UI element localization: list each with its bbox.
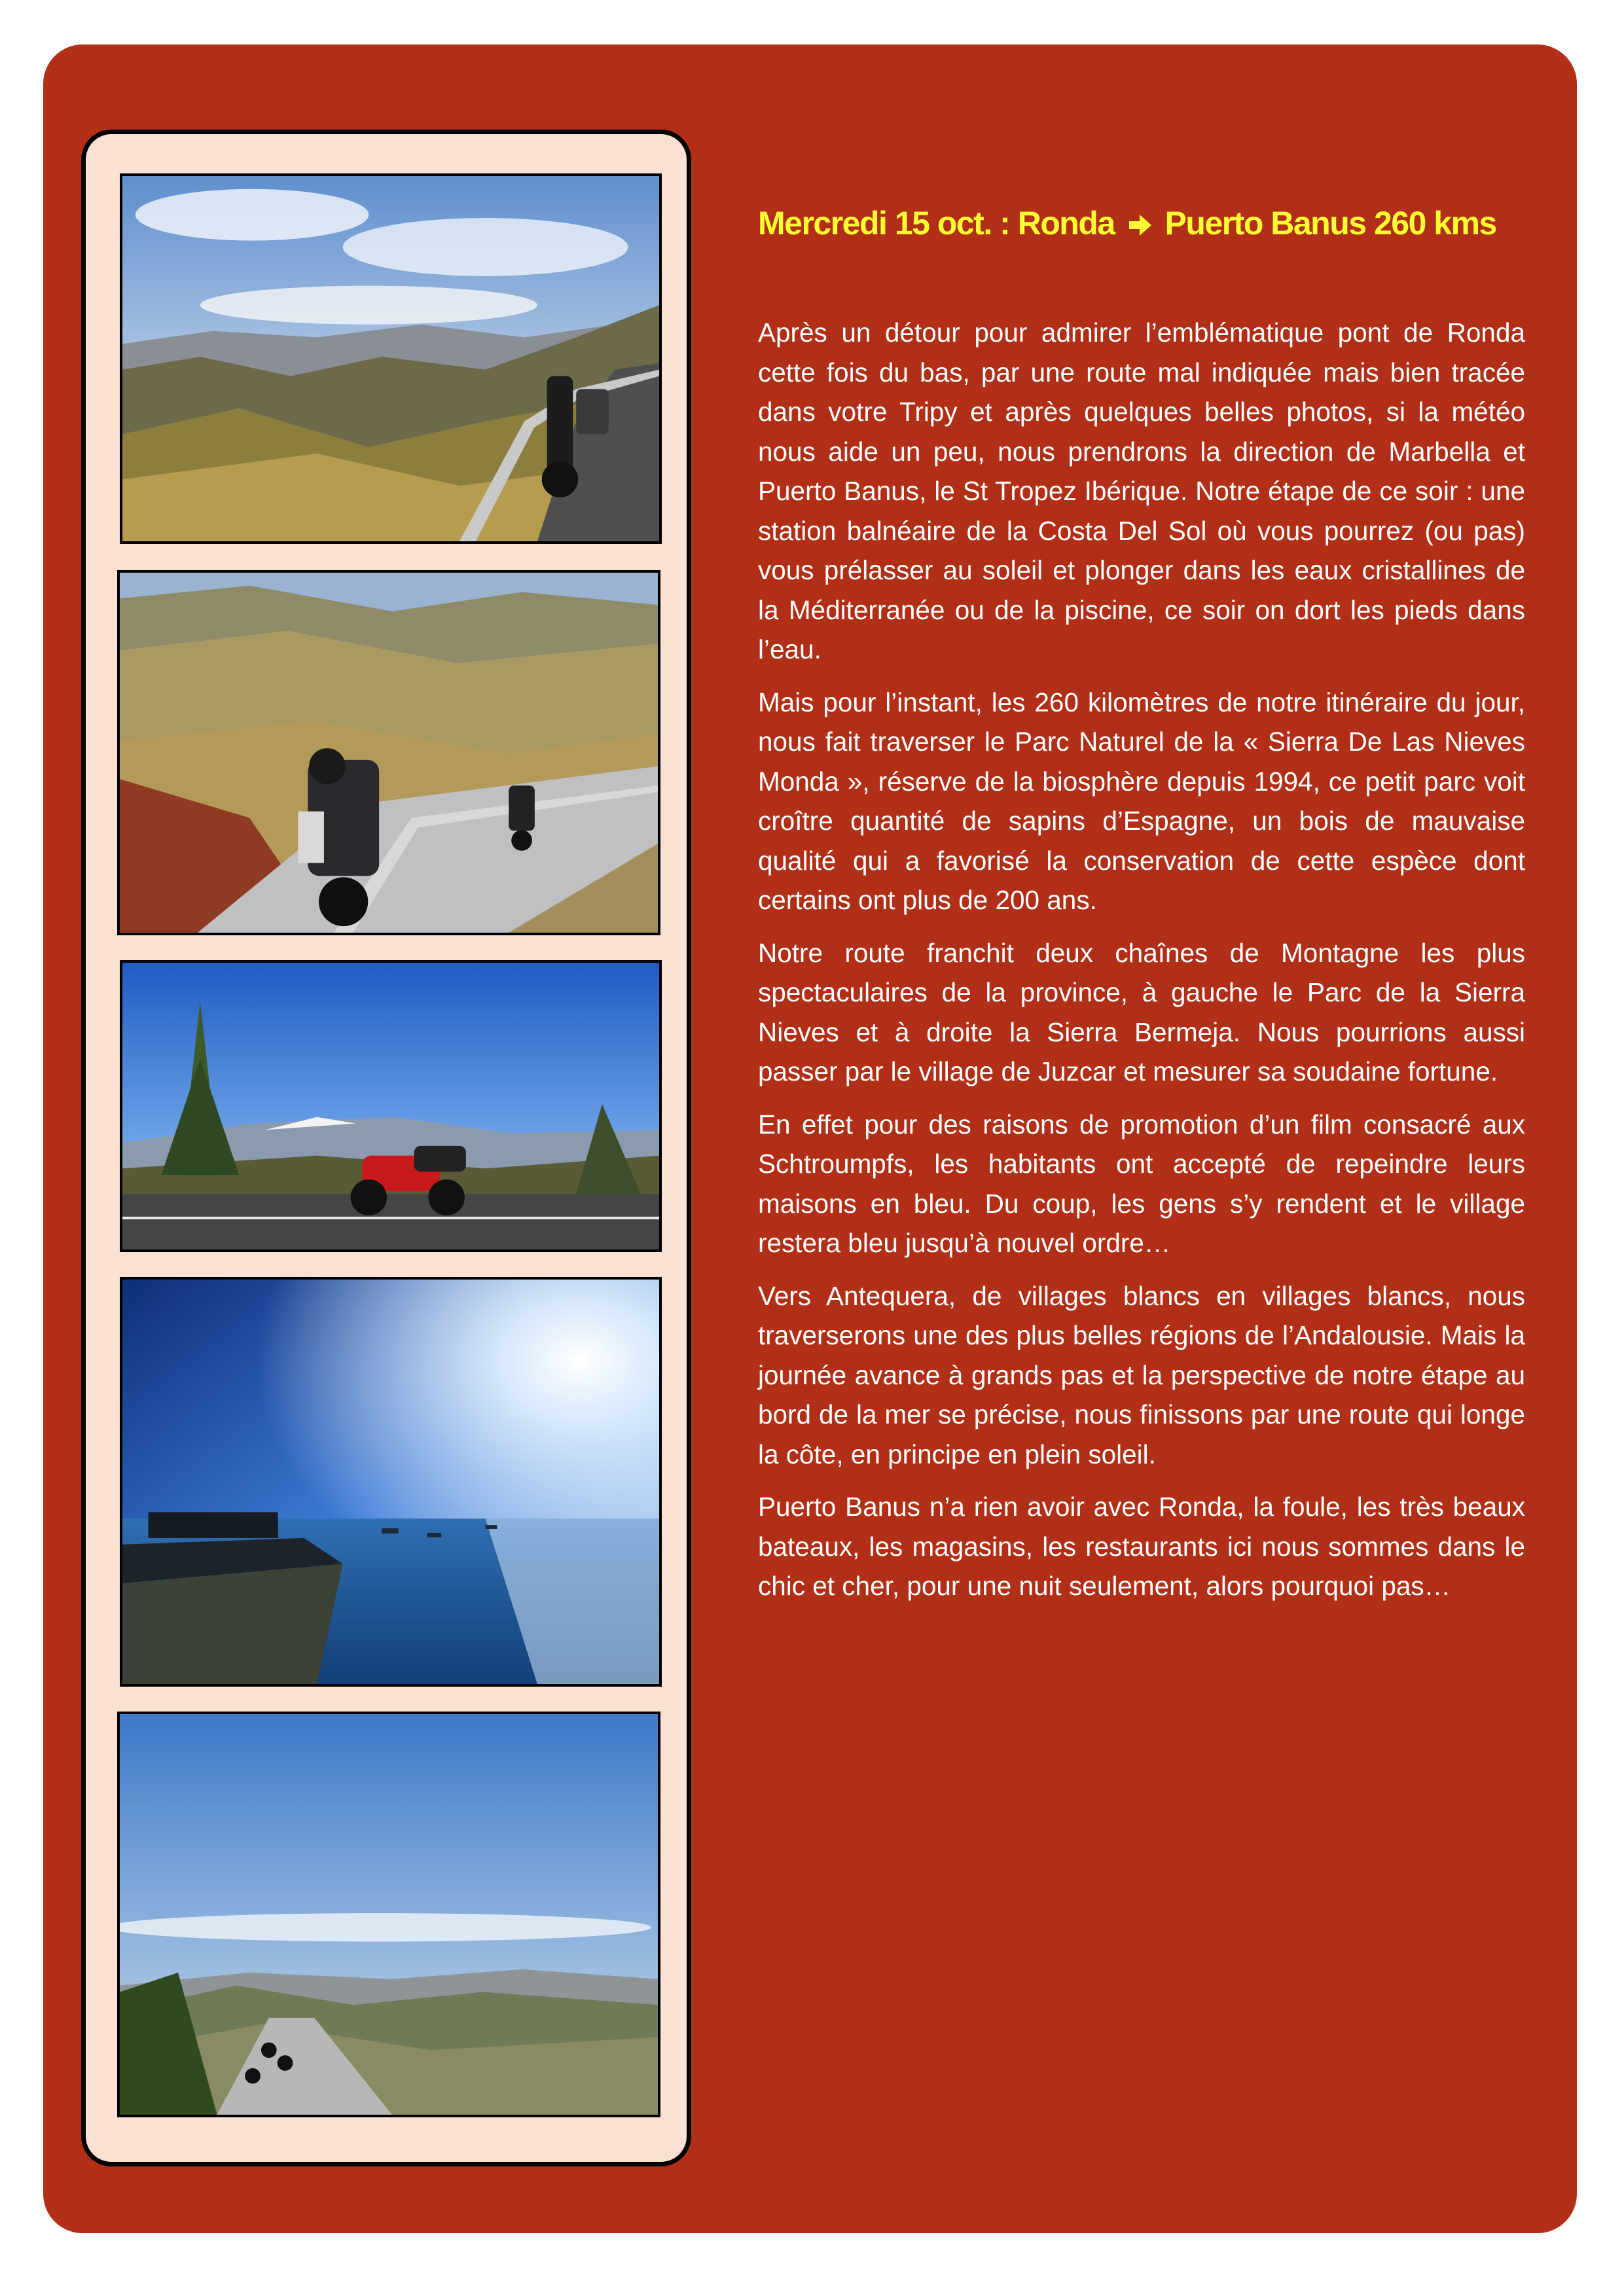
article-body xyxy=(758,313,1525,1619)
paragraph: Vers Antequera, de villages blancs en villages blancs, nous traverserons une des plus belles régions de l’Andalousie. Mais la journée avance à grands pas et la perspective de notre étape au bord de la mer se précise, nous finissons par une route qui longe la côte, en principe en plein soleil. xyxy=(758,1280,1525,1469)
paragraph: Puerto Banus n’a rien avoir avec Ronda, la foule, les très beaux bateaux, les magasins, les restaurants ici nous sommes dans le chic et cher, pour une nuit seulement, alors pourquoi pas… xyxy=(758,1492,1525,1601)
photo-strip xyxy=(81,130,691,2166)
photo-rocky-road xyxy=(117,1712,660,2117)
right-arrow-icon xyxy=(1127,204,1153,242)
photo-red-motorcycle xyxy=(120,960,662,1252)
photo-sea-sun xyxy=(120,1277,662,1687)
title-start: Mercredi 15 oct. : Ronda xyxy=(758,205,1115,242)
photo-mountain-road xyxy=(120,173,662,544)
page-title xyxy=(758,204,1543,242)
paragraph: Mais pour l’instant, les 260 kilomètres de notre itinéraire du jour, nous fait traverser le Parc Naturel de la « Sierra De Las Nieves Monda », réserve de la biosphère depuis 1994, ce petit parc voit croître quantité de sapins d’Espagne, un bois de mauvaise qualité qui a favorisé la conservation de cette espèce dont certains ont plus de 200 ans. xyxy=(758,687,1525,915)
paragraph: Après un détour pour admirer l’emblématique pont de Ronda cette fois du bas, par une route mal indiquée mais bien tracée dans votre Tripy et après quelques belles photos, si la météo nous aide un peu, nous prendrons la direction de Marbella et Puerto Banus, le St Tropez Ibérique. Notre étape de ce soir : une station balnéaire de la Costa Del Sol où vous pourrez (ou pas) vous prélasser au soleil et plonger dans les eaux cristallines de la Méditerranée ou de la piscine, ce soir on dort les pieds dans l’eau. xyxy=(758,317,1525,664)
paragraph: En effet pour des raisons de promotion d’un film consacré aux Schtroumpfs, les habitants ont accepté de repeindre leurs maisons en bleu. Du coup, les gens s’y rendent et le village restera bleu jusqu’à nouvel ordre… xyxy=(758,1109,1525,1258)
photo-riders-curve xyxy=(117,570,660,935)
title-end: Puerto Banus 260 kms xyxy=(1164,205,1496,242)
paragraph: Notre route franchit deux chaînes de Montagne les plus spectaculaires de la province, à gauche le Parc de la Sierra Nieves et à droite la Sierra Bermeja. Nous pourrions aussi passer par le village de Juzcar et mesurer sa soudaine fortune. xyxy=(758,937,1525,1086)
